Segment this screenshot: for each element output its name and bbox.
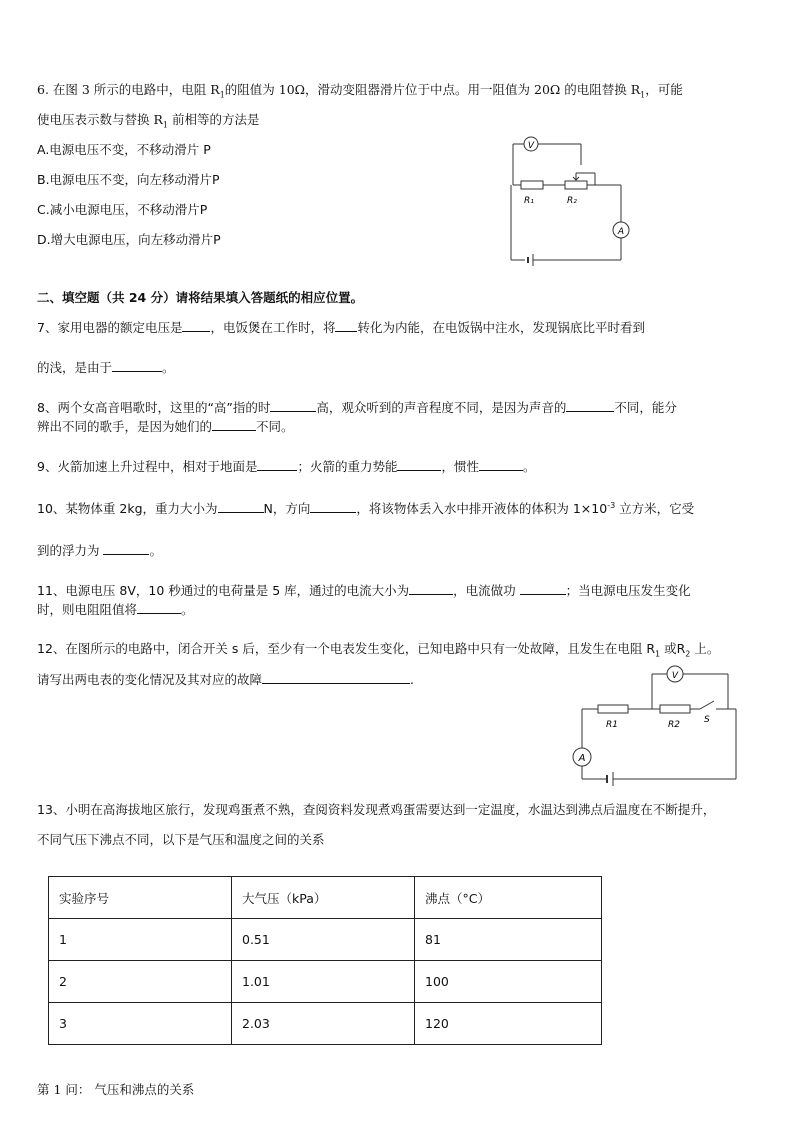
q11-blank-3[interactable] [137, 601, 181, 614]
q6-option-b: B.电源电压不变，向左移动滑片P [37, 172, 220, 187]
q7-blank-1[interactable] [182, 319, 210, 332]
q12-ammeter-label: A [578, 753, 586, 764]
q10-blank-3[interactable] [103, 542, 149, 555]
table-cell: 120 [415, 1003, 602, 1045]
q12-line1: 12、在图所示的电路中，闭合开关 s 后，至少有一个电表发生变化，已知电路中只有一处故障，且发生在电阻 $R_1$ 或$R_2$ 上。 [37, 641, 720, 659]
section-heading: 二、填空题（共 24 分）请将结果填入答题纸的相应位置。 [37, 290, 364, 305]
q12-r2-label: R2 [668, 720, 680, 730]
q9-blank-3[interactable] [479, 458, 523, 471]
q13-line1: 13、小明在高海拔地区旅行，发现鸡蛋煮不熟，查阅资料发现煮鸡蛋需要达到一定温度，水温达到沸点后温度在不断提升， [37, 802, 716, 817]
q7-blank-3[interactable] [112, 359, 162, 372]
q6-circuit-figure [503, 133, 643, 273]
q10-blank-1[interactable] [218, 500, 264, 513]
q11-blank-1[interactable] [409, 582, 453, 595]
q7-line1: 7、家用电器的额定电压是 ，电饭煲在工作时，将 转化为内能，在电饭锅中注水，发现锅底比平时看到 [37, 320, 645, 335]
q11-blank-2[interactable] [520, 582, 566, 595]
q8-blank-1[interactable] [270, 399, 316, 412]
table-row [49, 961, 602, 1003]
table-header-row [49, 877, 602, 919]
table-cell: 1 [49, 919, 232, 961]
table-cell: 100 [415, 961, 602, 1003]
q11-line2: 时，则电阻阻值将 。 [37, 602, 194, 617]
table-header-cell: 沸点（°C） [415, 877, 602, 919]
q13-sub-question-1: 第 1 问： 气压和沸点的关系 [37, 1082, 195, 1097]
q9-line: 9、火箭加速上升过程中，相对于地面是 ；火箭的重力势能 ，惯性 。 [37, 459, 536, 474]
q6-stem-line2: 使电压表示数与替换 $R_1$ 前相等的方法是 [37, 112, 260, 130]
q6-option-c: C.减小电源电压，不移动滑片P [37, 202, 208, 217]
table-row [49, 1003, 602, 1045]
q8-line1: 8、两个女高音唱歌时，这里的“高”指的时 高，观众听到的声音程度不同，是因为声音的 不同，能分 [37, 400, 677, 415]
table-header-cell: 实验序号 [49, 877, 232, 919]
q13-line2: 不同气压下沸点不同，以下是气压和温度之间的关系 [37, 832, 325, 847]
q12-blank-1[interactable] [262, 671, 410, 684]
table-cell: 3 [49, 1003, 232, 1045]
table-cell: 0.51 [232, 919, 415, 961]
q6-option-d: D.增大电源电压，向左移动滑片P [37, 232, 221, 247]
q7-blank-2[interactable] [335, 319, 357, 332]
q6-voltmeter-label: V [527, 141, 535, 151]
q12-r1-label: R1 [606, 720, 618, 730]
q12-voltmeter-label: V [671, 671, 679, 681]
q9-blank-2[interactable] [397, 458, 441, 471]
q12-line2: 请写出两电表的变化情况及其对应的故障 . [37, 672, 414, 687]
q8-blank-2[interactable] [566, 399, 614, 412]
table-row [49, 919, 602, 961]
q6-ammeter-label: A [617, 227, 625, 237]
boiling-point-table [48, 876, 602, 1045]
q10-line2: 到的浮力为 。 [37, 543, 162, 558]
table-header-cell: 大气压（kPa） [232, 877, 415, 919]
q6-r1-label: R₁ [524, 196, 534, 206]
q6-option-a: A.电源电压不变，不移动滑片 P [37, 142, 211, 157]
q8-line2: 辨出不同的歌手，是因为她们的 不同。 [37, 419, 294, 434]
table-cell: 2 [49, 961, 232, 1003]
q12-circuit-figure [570, 664, 745, 789]
table-cell: 1.01 [232, 961, 415, 1003]
q8-blank-3[interactable] [212, 418, 256, 431]
q7-line2: 的浅，是由于 。 [37, 360, 175, 375]
q6-stem-line1: 6. 在图 3 所示的电路中，电阻 $R_1$的阻值为 10Ω，滑动变阻器滑片位于中点。用一阻值为 20Ω 的电阻替换 $R_1$，可能 [37, 82, 683, 100]
q6-r2-label: R₂ [567, 196, 577, 206]
q12-switch-label: S [704, 715, 710, 725]
table-cell: 2.03 [232, 1003, 415, 1045]
q10-blank-2[interactable] [310, 500, 356, 513]
q10-line1: 10、某物体重 2kg，重力大小为 N，方向 ，将该物体丢入水中排开液体的体积为 $1\times 10^{-3}$ 立方米，它受 [37, 500, 695, 516]
q9-blank-1[interactable] [257, 458, 297, 471]
q11-line1: 11、电源电压 8V，10 秒通过的电荷量是 5 库，通过的电流大小为 ，电流做功 ；当电源电压发生变化 [37, 583, 691, 598]
table-cell: 81 [415, 919, 602, 961]
